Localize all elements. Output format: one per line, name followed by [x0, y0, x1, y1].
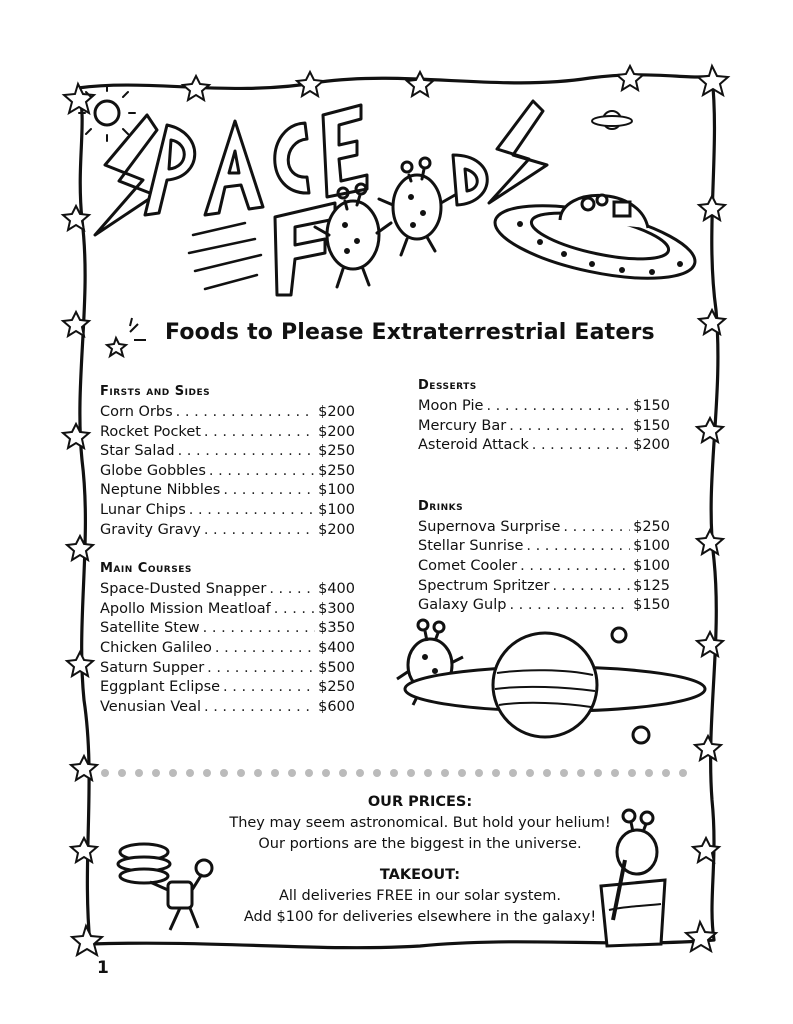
leader-dots [189, 502, 315, 518]
item-price: $200 [633, 437, 670, 454]
leader-dots [176, 404, 315, 420]
item-price: $100 [633, 557, 670, 574]
leader-dots [215, 640, 315, 656]
item-name: Rocket Pocket [100, 423, 201, 440]
leader-dots [204, 424, 315, 440]
menu-item [418, 519, 670, 539]
item-price: $500 [318, 659, 355, 676]
menu-column-left [100, 384, 355, 718]
item-name: Corn Orbs [100, 404, 173, 420]
item-price: $350 [318, 620, 355, 637]
menu-item [418, 398, 670, 418]
menu-item [418, 578, 670, 598]
item-name: Satellite Stew [100, 620, 200, 637]
leader-dots [532, 437, 630, 453]
sparkle-icon [102, 318, 152, 358]
main-courses-list [100, 581, 355, 718]
menu-item [418, 597, 670, 617]
item-name: Comet Cooler [418, 557, 518, 574]
menu-item [100, 482, 355, 502]
item-price: $100 [318, 501, 355, 518]
firsts-list [100, 404, 355, 541]
leader-dots [223, 679, 315, 695]
page-number: 1 [97, 958, 109, 978]
item-price: $400 [318, 581, 355, 598]
desserts-list [418, 398, 670, 457]
sun-icon [79, 85, 135, 141]
drinks-list [418, 519, 670, 617]
takeout-note [180, 865, 660, 928]
menu-item [100, 660, 355, 680]
menu-item [100, 502, 355, 522]
menu-item [100, 443, 355, 463]
item-name: Mercury Bar [418, 417, 507, 434]
space-foods-title-logo [85, 85, 555, 315]
menu-item [418, 437, 670, 457]
item-name: Space-Dusted Snapper [100, 581, 267, 598]
item-price: $400 [318, 639, 355, 656]
takeout-heading: TAKEOUT: [379, 867, 461, 883]
item-name: Stellar Sunrise [418, 538, 524, 555]
takeout-line-1: All deliveries FREE in our solar system. [278, 888, 562, 904]
menu-item [100, 424, 355, 444]
menu-item [100, 522, 355, 542]
leader-dots [552, 578, 630, 594]
item-price: $150 [633, 417, 670, 434]
leader-dots [209, 463, 315, 479]
item-name: Saturn Supper [100, 659, 205, 676]
leader-dots [223, 482, 315, 498]
leader-dots [563, 519, 630, 535]
menu-subtitle: Foods to Please Extraterrestrial Eaters [165, 320, 655, 345]
item-name: Apollo Mission Meatloaf [100, 600, 271, 617]
ufo-illustration [490, 180, 705, 300]
menu-column-right [418, 378, 670, 617]
leader-dots [509, 597, 630, 613]
delivery-robot-illustration [110, 820, 220, 940]
item-name: Globe Gobbles [100, 462, 206, 479]
leader-dots [509, 418, 630, 434]
our-prices-heading: OUR PRICES: [367, 794, 473, 810]
alien-with-drink-illustration [595, 800, 675, 950]
section-heading-desserts: Desserts [418, 378, 477, 393]
item-price: $100 [318, 482, 355, 499]
our-prices-line-2: Our portions are the biggest in the universe. [258, 836, 582, 852]
section-heading-drinks: Drinks [418, 498, 464, 514]
item-name: Eggplant Eclipse [100, 679, 221, 696]
leader-dots [526, 538, 630, 554]
menu-item [100, 581, 355, 601]
item-price: $125 [633, 577, 670, 594]
leader-dots [486, 398, 630, 414]
leader-dots [204, 699, 315, 715]
item-name: Venusian Veal [100, 698, 201, 715]
item-name: Asteroid Attack [418, 437, 529, 454]
item-price: $250 [633, 518, 670, 535]
alien-right-icon [379, 158, 455, 255]
item-name: Gravity Gravy [100, 521, 201, 538]
item-price: $200 [318, 423, 355, 440]
our-prices-line-1: They may seem astronomical. But hold your helium! [229, 815, 611, 831]
menu-item [418, 558, 670, 578]
menu-item [100, 699, 355, 719]
item-name: Chicken Galileo [100, 639, 212, 656]
leader-dots [204, 522, 315, 538]
leader-dots [207, 660, 315, 676]
item-price: $600 [318, 698, 355, 715]
item-price: $250 [318, 462, 355, 479]
leader-dots [269, 581, 315, 597]
section-heading-firsts: Firsts and Sides [100, 384, 211, 399]
menu-item [418, 418, 670, 438]
menu-item [100, 640, 355, 660]
leader-dots [274, 601, 315, 617]
item-name: Supernova Surprise [418, 518, 561, 535]
item-price: $200 [318, 521, 355, 538]
item-name: Galaxy Gulp [418, 597, 507, 614]
item-price: $150 [633, 398, 670, 414]
item-name: Lunar Chips [100, 501, 186, 518]
item-name: Star Salad [100, 443, 175, 460]
leader-dots [178, 443, 316, 459]
leader-dots [520, 558, 630, 574]
menu-item [100, 620, 355, 640]
item-name: Neptune Nibbles [100, 482, 221, 499]
menu-item [100, 463, 355, 483]
menu-item [100, 601, 355, 621]
item-name: Spectrum Spritzer [418, 577, 550, 594]
item-price: $150 [633, 597, 670, 614]
menu-item [100, 404, 355, 424]
ringed-planet-small-icon [590, 105, 635, 135]
takeout-line-2: Add $100 for deliveries elsewhere in the galaxy! [243, 909, 597, 925]
leader-dots [203, 620, 315, 636]
item-price: $250 [318, 443, 355, 460]
item-name: Moon Pie [418, 398, 484, 414]
menu-item [418, 538, 670, 558]
dotted-divider [100, 768, 700, 778]
item-price: $100 [633, 538, 670, 555]
saturn-alien-illustration [395, 615, 695, 755]
our-prices-note [180, 792, 660, 855]
item-price: $250 [318, 679, 355, 696]
item-price: $200 [318, 404, 355, 420]
section-heading-main: Main Courses [100, 561, 192, 577]
menu-item [100, 679, 355, 699]
item-price: $300 [318, 600, 355, 617]
